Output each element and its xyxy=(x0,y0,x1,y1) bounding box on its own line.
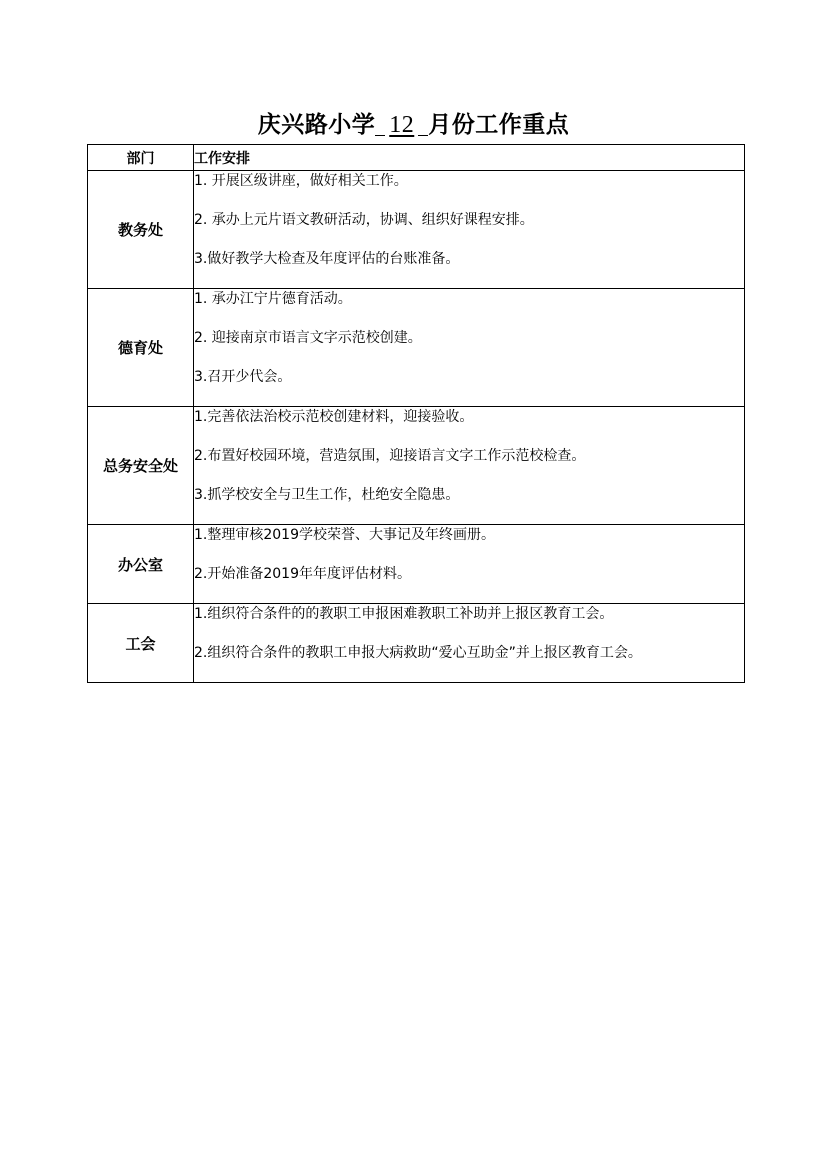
plan-cell xyxy=(194,604,745,683)
plan-item: 3.召开少代会。 xyxy=(194,369,292,385)
plan-item: 2. 迎接南京市语言文字示范校创建。 xyxy=(194,330,422,346)
plan-item: 2.组织符合条件的教职工申报大病救助“爱心互助金”并上报区教育工会。 xyxy=(194,645,642,661)
table-row xyxy=(88,289,745,407)
plan-item: 1.组织符合条件的的教职工申报困难教职工补助并上报区教育工会。 xyxy=(194,606,614,622)
title-prefix: 庆兴路小学 xyxy=(257,111,376,138)
department-cell: 工会 xyxy=(88,604,194,683)
title-month: 12 xyxy=(389,112,415,138)
plan-item: 2. 承办上元片语文教研活动，协调、组织好课程安排。 xyxy=(194,212,534,228)
work-plan-table xyxy=(87,144,745,683)
plan-item: 2.开始准备2019年年度评估材料。 xyxy=(194,566,411,582)
department-cell: 总务安全处 xyxy=(88,407,194,525)
plan-cell xyxy=(194,525,745,604)
table-header-row xyxy=(88,145,745,171)
plan-item: 1.整理审核2019学校荣誉、大事记及年终画册。 xyxy=(194,527,495,543)
table-row xyxy=(88,171,745,289)
table-row xyxy=(88,525,745,604)
plan-cell xyxy=(194,407,745,525)
table-row xyxy=(88,604,745,683)
department-cell: 德育处 xyxy=(88,289,194,407)
plan-item: 1. 开展区级讲座，做好相关工作。 xyxy=(194,173,408,189)
plan-cell xyxy=(194,289,745,407)
title-suffix: 月份工作重点 xyxy=(428,111,570,138)
header-department: 部门 xyxy=(88,145,194,171)
title-month-blank-left xyxy=(375,115,385,136)
department-cell: 办公室 xyxy=(88,525,194,604)
table-row xyxy=(88,407,745,525)
plan-cell xyxy=(194,171,745,289)
plan-item: 1.完善依法治校示范校创建材料，迎接验收。 xyxy=(194,409,474,425)
title-month-blank-right xyxy=(418,115,428,136)
plan-item: 3.做好教学大检查及年度评估的台账准备。 xyxy=(194,251,460,267)
header-plan: 工作安排 xyxy=(194,145,745,171)
plan-item: 3.抓学校安全与卫生工作，杜绝安全隐患。 xyxy=(194,487,460,503)
page-title xyxy=(0,106,827,139)
plan-item: 2.布置好校园环境，营造氛围，迎接语言文字工作示范校检查。 xyxy=(194,448,586,464)
plan-item: 1. 承办江宁片德育活动。 xyxy=(194,291,352,307)
department-cell: 教务处 xyxy=(88,171,194,289)
